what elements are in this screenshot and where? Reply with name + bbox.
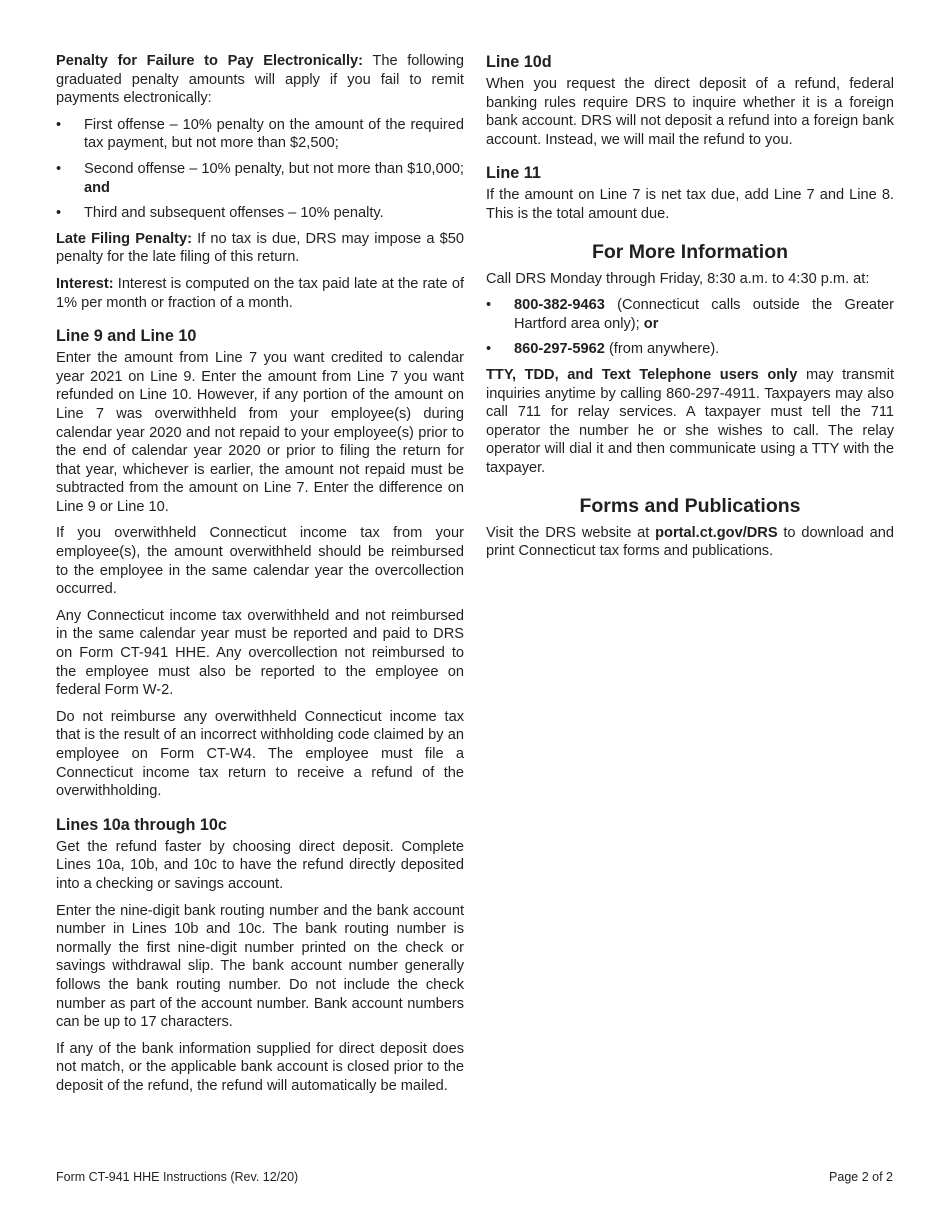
penalty-electronic-text: The following graduated penalty amounts will apply if you fail to remit payments electronically: xyxy=(56,53,464,107)
penalty-electronic-label: Penalty for Failure to Pay Electronically: xyxy=(56,53,364,69)
line10a-paragraph: Get the refund faster by choosing direct deposit. Complete Lines 10a, 10b, and 10c to have the refund directly deposited into a checking or savings account. xyxy=(56,838,464,892)
more-info-intro: Call DRS Monday through Friday, 8:30 a.m. to 4:30 p.m. at: xyxy=(486,270,870,287)
line9-paragraph: Any Connecticut income tax overwithheld and not reimbursed in the same calendar year must be reported and paid to DRS on Form CT-941 HHE. Any overcollection not reimbursed to the employee must also be reported to the employee on federal Form W-2. xyxy=(56,607,464,699)
tty-paragraph: TTY, TDD, and Text Telephone users only may transmit inquiries anytime by calling 860-297-4911. Taxpayers may also call 711 for relay services. A taxpayer must tell the 711 operator the number he or she wishes to call. The relay operator will dial it and then communicate using a TTY with the taxpayer. xyxy=(486,366,895,476)
right-column xyxy=(486,52,894,569)
left-column xyxy=(56,52,464,1104)
forms-paragraph: Visit the DRS website at portal.ct.gov/DRS to download and print Connecticut tax forms and publications. xyxy=(486,524,894,560)
phone-list xyxy=(486,296,894,359)
phone-item: • 860-297-5962 (from anywhere). xyxy=(486,340,894,359)
phone-item: • 800-382-9463 (Connecticut calls outside the Greater Hartford area only); or xyxy=(486,296,894,333)
interest-label: Interest: xyxy=(56,275,114,292)
forms-heading: Forms and Publications xyxy=(579,494,801,517)
penalty-item: • First offense – 10% penalty on the amount of the required tax payment, but not more than $2,500; xyxy=(56,116,464,153)
phone-number: 860-297-5962 xyxy=(514,341,605,358)
line11-heading: Line 11 xyxy=(486,164,541,183)
penalty-item: • Third and subsequent offenses – 10% penalty. xyxy=(56,204,464,223)
line9-paragraph: If you overwithheld Connecticut income tax from your employee(s), the amount overwithheld should be reimbursed to the employee in the same calendar year the overcollection occurred. xyxy=(56,525,464,598)
tty-label: TTY, TDD, and Text Telephone users only xyxy=(486,366,798,383)
form-id: Form CT-941 HHE Instructions (Rev. 12/20) xyxy=(56,1170,299,1184)
line10a-heading: Lines 10a through 10c xyxy=(56,815,227,834)
line11-paragraph: If the amount on Line 7 is net tax due, add Line 7 and Line 8. This is the total amount due. xyxy=(486,187,894,222)
line10a-paragraph: If any of the bank information supplied for direct deposit does not match, or the applicable bank account is closed prior to the deposit of the refund, the refund will automatically be mailed. xyxy=(56,1040,464,1094)
line10d-paragraph: When you request the direct deposit of a refund, federal banking rules require DRS to inquire whether it is a foreign bank account. DRS will not deposit a refund into a foreign bank account. Instead, we will mail the refund to you. xyxy=(486,76,894,148)
drs-website-link: portal.ct.gov/DRS xyxy=(655,524,778,541)
phone-number: 800-382-9463 xyxy=(514,297,605,314)
line9-paragraph: Do not reimburse any overwithheld Connecticut income tax that is the result of an incorrect withholding code claimed by an employee on Form CT-W4. The employee must file a Connecticut income tax return to receive a refund of the overwithholding. xyxy=(56,708,464,800)
line10d-heading: Line 10d xyxy=(486,53,552,71)
line10a-paragraph: Enter the nine-digit bank routing number and the bank account number in Lines 10b and 10c. The bank routing number is normally the first nine-digit number printed on the check or savings withdrawal slip. The bank account number generally follows the bank routing number. Do not include the check number as part of the account number. Bank account numbers can be up to 17 characters. xyxy=(56,902,464,1031)
line9-paragraph: Enter the amount from Line 7 you want credited to calendar year 2021 on Line 9. Enter the amount from Line 7 you want refunded on Line 10. However, if any portion of the amount on Line 7 was overwithheld from your employee(s) during calendar year 2020 and not repaid to your employee(s) prior to the end of calendar year 2020 or prior to filing the return for that year, whichever is earlier, the amount not repaid must be subtracted from the amount on Line 7. Enter the difference on Line 9 or Line 10. xyxy=(56,350,464,515)
penalty-electronic-paragraph xyxy=(56,52,464,108)
page-footer xyxy=(56,1169,893,1185)
penalty-item: • Second offense – 10% penalty, but not more than $10,000; and xyxy=(56,160,464,197)
late-filing-paragraph: Late Filing Penalty: If no tax is due, DRS may impose a $50 penalty for the late filing of this return. xyxy=(56,230,464,266)
more-info-heading: For More Information xyxy=(591,240,789,263)
interest-paragraph: Interest: Interest is computed on the tax paid late at the rate of 1% per month or fraction of a month. xyxy=(56,275,464,311)
line9-heading: Line 9 and Line 10 xyxy=(56,327,197,346)
penalty-list xyxy=(56,116,464,223)
page-number: Page 2 of 2 xyxy=(829,1170,893,1184)
late-filing-label: Late Filing Penalty: xyxy=(56,230,192,247)
